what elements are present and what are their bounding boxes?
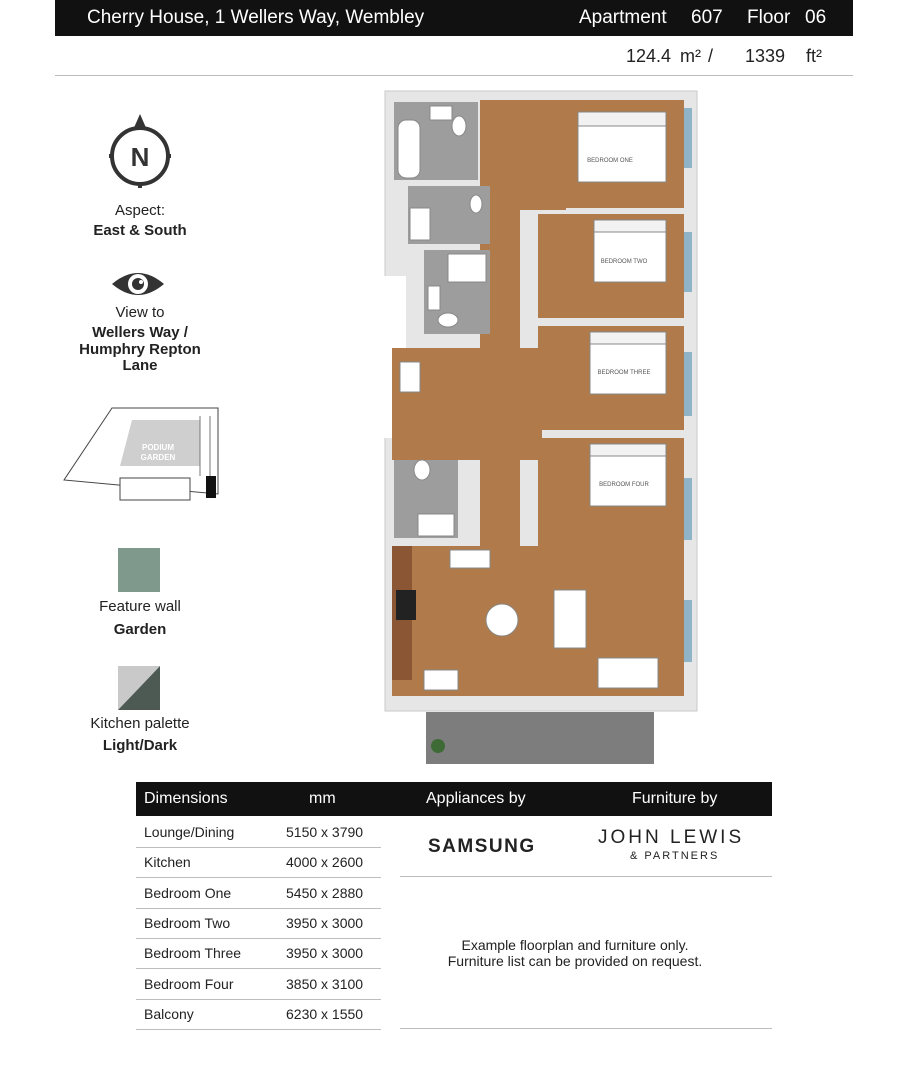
feature-wall-swatch <box>118 548 160 592</box>
floor-label: Floor <box>747 7 791 28</box>
view-value-line2: Humphry Repton <box>79 341 201 358</box>
dimension-row <box>136 817 381 848</box>
floor-number: 06 <box>805 7 827 28</box>
apartment-label: Apartment <box>579 7 667 28</box>
area-m2: 124.4 <box>626 46 672 66</box>
john-lewis-logo: JOHN LEWIS <box>598 827 745 848</box>
area-m2-unit: m² <box>680 46 701 66</box>
dimension-row <box>136 969 381 1000</box>
feature-wall-value: Garden <box>113 621 167 638</box>
appliances-col-label: Appliances by <box>426 790 526 807</box>
feature-wall-label: Feature wall <box>99 598 181 615</box>
aspect-value: East & South <box>93 222 187 239</box>
room-size: 6230 x 1550 <box>286 1006 364 1022</box>
bedroom-two-label: BEDROOM TWO <box>600 259 648 265</box>
aspect-label: Aspect: <box>114 202 166 219</box>
dimension-row <box>136 938 381 969</box>
mm-col-label: mm <box>309 790 336 807</box>
note-line1: Example floorplan and furniture only. <box>461 937 689 953</box>
room-size: 4000 x 2600 <box>286 854 364 870</box>
john-lewis-partners: & PARTNERS <box>630 850 720 862</box>
room-size: 5450 x 2880 <box>286 885 364 901</box>
eye-icon <box>110 268 166 300</box>
room-name: Kitchen <box>144 854 191 870</box>
header-bar <box>55 0 853 36</box>
dimension-row <box>136 999 381 1030</box>
bedroom-four-label: BEDROOM FOUR <box>599 482 649 488</box>
compass-letter: N <box>130 142 150 172</box>
room-size: 3950 x 3000 <box>286 915 364 931</box>
bedroom-three-label: BEDROOM THREE <box>597 370 651 376</box>
bedroom-one-label: BEDROOM ONE <box>587 158 633 164</box>
room-name: Bedroom Four <box>144 976 234 992</box>
kitchen-palette-value: Light/Dark <box>102 737 178 754</box>
view-value-line3: Lane <box>122 357 158 374</box>
dimensions-header <box>136 782 772 816</box>
room-name: Bedroom One <box>144 885 232 901</box>
view-value-line1: Wellers Way / <box>92 324 188 341</box>
kitchen-palette-label: Kitchen palette <box>90 715 190 732</box>
room-size: 3850 x 3100 <box>286 976 364 992</box>
keyplan-label-line1: PODIUM <box>142 443 174 452</box>
note-divider <box>400 1028 772 1029</box>
header-divider <box>55 75 853 76</box>
keyplan-label-line2: GARDEN <box>140 453 176 462</box>
room-name: Bedroom Two <box>144 915 231 931</box>
room-name: Balcony <box>144 1006 194 1022</box>
note-line2: Furniture list can be provided on request. <box>447 953 703 969</box>
area-separator: / <box>708 46 714 66</box>
view-label: View to <box>115 304 165 321</box>
room-size: 3950 x 3000 <box>286 945 364 961</box>
area-ft2-unit: ft² <box>806 46 822 66</box>
dimension-row <box>136 908 381 939</box>
room-name: Lounge/Dining <box>144 824 235 840</box>
dimensions-col-label: Dimensions <box>144 790 228 807</box>
room-size: 5150 x 3790 <box>286 824 364 840</box>
samsung-logo: SAMSUNG <box>428 836 536 857</box>
room-name: Bedroom Three <box>144 945 242 961</box>
balcony-floor <box>426 712 654 764</box>
keyplan-map <box>60 406 222 502</box>
furniture-col-label: Furniture by <box>632 790 718 807</box>
dimension-row <box>136 847 381 878</box>
dimension-row <box>136 878 381 909</box>
area-ft2: 1339 <box>745 46 786 66</box>
floor-plan <box>384 90 698 768</box>
address: Cherry House, 1 Wellers Way, Wembley <box>87 7 425 28</box>
apartment-number: 607 <box>691 7 723 28</box>
kitchen-palette-swatch <box>118 666 160 710</box>
brands-divider <box>400 876 772 877</box>
compass-icon <box>104 112 176 190</box>
